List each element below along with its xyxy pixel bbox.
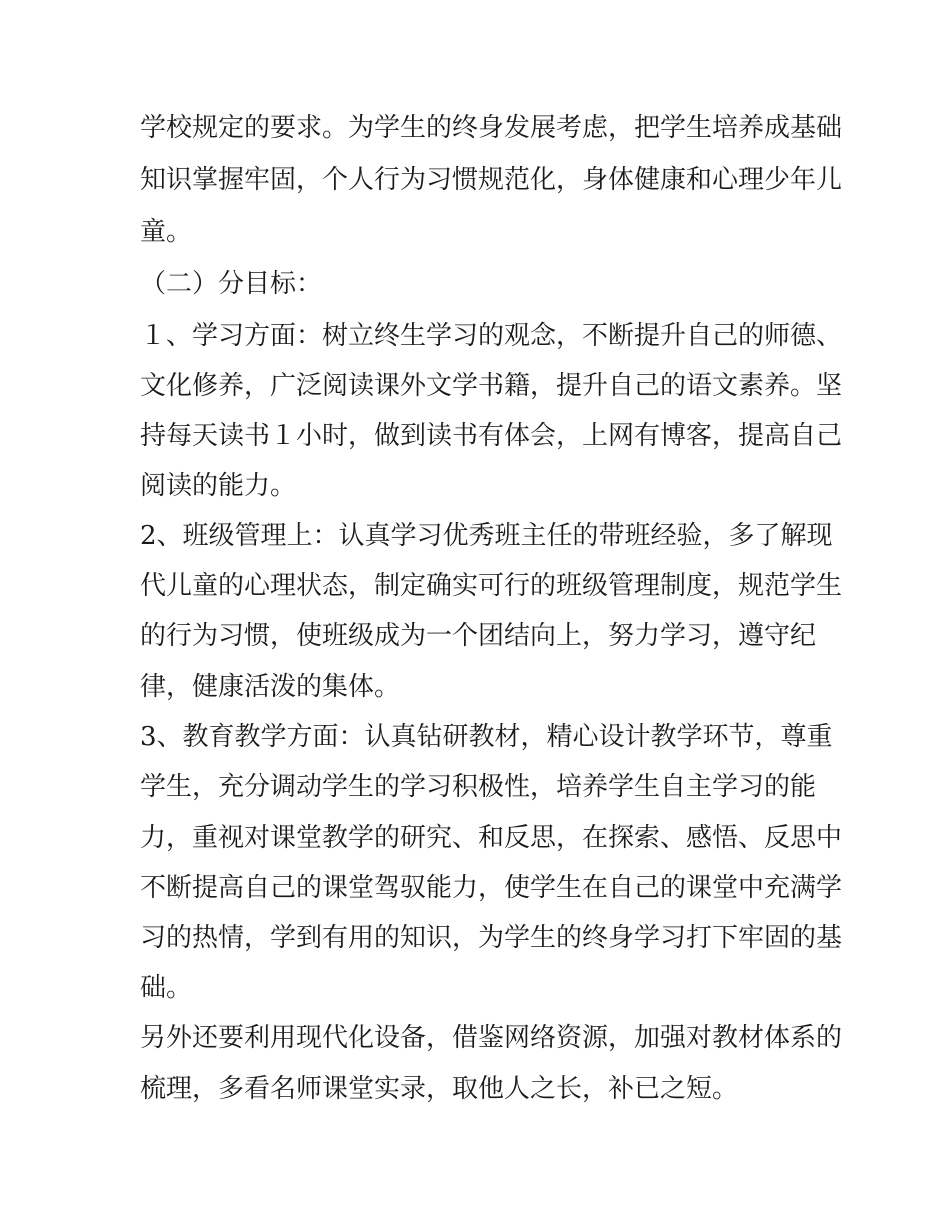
text-line: 础。 <box>140 973 193 1003</box>
text-line: 代儿童的心理状态，制定确实可行的班级管理制度，规范学生 <box>140 571 843 601</box>
text-line: 2、班级管理上：认真学习优秀班主任的带班经验，多了解现 <box>140 521 833 551</box>
text-line: 文化修养，广泛阅读课外文学书籍，提升自己的语文素养。坚 <box>140 371 843 401</box>
text-line: 童。 <box>140 217 193 247</box>
text-line: 力，重视对课堂教学的研究、和反思，在探索、感悟、反思中 <box>140 823 843 853</box>
text-line: 3、教育教学方面：认真钻研教材，精心设计教学环节，尊重 <box>140 722 833 752</box>
text-line: 知识掌握牢固，个人行为习惯规范化，身体健康和心理少年儿 <box>140 165 843 195</box>
text-line: 梳理，多看名师课堂实录，取他人之长，补已之短。 <box>140 1074 739 1104</box>
text-line: 的行为习惯，使班级成为一个团结向上，努力学习，遵守纪 <box>140 621 817 651</box>
section-heading: （二）分目标： <box>140 269 323 299</box>
text-line: 另外还要利用现代化设备，借鉴网络资源，加强对教材体系的 <box>140 1023 843 1053</box>
text-line: 学校规定的要求。为学生的终身发展考虑，把学生培养成基础 <box>140 113 843 143</box>
text-line: 习的热情，学到有用的知识，为学生的终身学习打下牢固的基 <box>140 923 843 953</box>
text-line: 不断提高自己的课堂驾驭能力，使学生在自己的课堂中充满学 <box>140 873 843 903</box>
text-line: 律，健康活泼的集体。 <box>140 672 401 702</box>
text-line: 阅读的能力。 <box>140 471 297 501</box>
text-line: １、学习方面：树立终生学习的观念，不断提升自己的师德、 <box>140 321 843 351</box>
text-line: 学生，充分调动学生的学习积极性，培养学生自主学习的能 <box>140 772 817 802</box>
text-line: 持每天读书１小时，做到读书有体会，上网有博客，提高自己 <box>140 421 843 451</box>
